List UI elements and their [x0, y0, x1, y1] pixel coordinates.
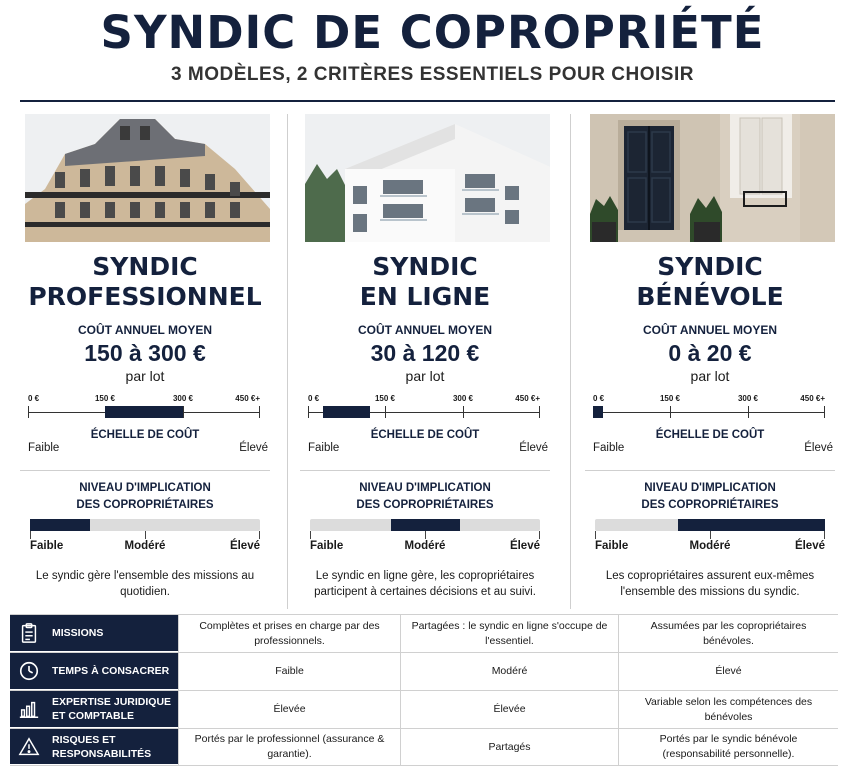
scale-low-label: Faible — [28, 442, 60, 454]
involvement-title — [300, 480, 550, 514]
row-header-temps — [10, 653, 178, 690]
section-divider — [20, 470, 270, 471]
involvement-tick — [145, 531, 146, 539]
row-label-line1: EXPERTISE JURIDIQUE — [52, 696, 172, 708]
cost-scale-title: ÉCHELLE DE COÛT — [90, 429, 200, 441]
row-label — [52, 664, 169, 678]
cost-value: 0 à 20 € — [668, 340, 752, 366]
involvement-label-high: Élevé — [794, 540, 825, 552]
involvement-bar — [310, 519, 540, 531]
table-cell: Faible — [178, 653, 400, 690]
cost-value: 150 à 300 € — [84, 340, 206, 366]
model-card-professionnel — [20, 114, 290, 614]
row-label-line2: RESPONSABILITÉS — [52, 747, 152, 760]
cost-label: COÛT ANNUEL MOYEN — [357, 323, 492, 337]
involvement-label-mid: Modéré — [689, 540, 731, 552]
table-cell: Élevée — [400, 691, 618, 728]
involvement-tick — [539, 531, 540, 539]
model-name-line2: BÉNÉVOLE — [636, 282, 784, 311]
page-subtitle: 3 MODÈLES, 2 CRITÈRES ESSENTIELS POUR CHOISIR — [171, 64, 694, 85]
modern-building-photo — [305, 114, 550, 242]
involvement-tick — [824, 531, 825, 539]
cost-scale — [308, 392, 540, 422]
table-cell: Modéré — [400, 653, 618, 690]
involvement-bar — [30, 519, 260, 531]
cost-scale — [593, 392, 825, 422]
clock-icon — [18, 660, 40, 682]
involvement-label-mid: Modéré — [124, 540, 166, 552]
cost-axis-tick — [385, 406, 386, 418]
involvement-labels — [300, 540, 550, 556]
table-cell: Élevé — [618, 653, 838, 690]
model-name-line2: PROFESSIONNEL — [28, 282, 262, 311]
table-row — [10, 652, 838, 690]
row-header-risques — [10, 729, 178, 765]
table-cell: Partagés — [400, 729, 618, 765]
cost-axis-line — [593, 412, 825, 413]
title-divider — [20, 100, 835, 102]
page-title: SYNDIC DE COPROPRIÉTÉ — [100, 6, 765, 59]
bar-chart-icon — [18, 698, 40, 720]
row-label-line1: RISQUES ET — [52, 733, 116, 746]
table-cell: Complètes et prises en charge par des professionnels. — [178, 615, 400, 652]
cost-axis-tick — [259, 406, 260, 418]
scale-low-label: Faible — [308, 442, 340, 454]
involvement-label-high: Élevé — [509, 540, 540, 552]
involvement-tick — [259, 531, 260, 539]
involvement-bar — [595, 519, 825, 531]
involvement-labels — [585, 540, 835, 556]
warning-icon — [18, 736, 40, 758]
model-name-line1: SYNDIC — [92, 252, 198, 281]
model-description: Le syndic gère l'ensemble des missions au quotidien. — [35, 570, 255, 598]
involvement-title — [20, 480, 270, 514]
cost-label: COÛT ANNUEL MOYEN — [642, 323, 777, 337]
involvement-title — [585, 480, 835, 514]
involvement-title-line1: NIVEAU D'IMPLICATION — [79, 482, 211, 494]
haussmann-building-photo — [25, 114, 270, 242]
cost-scale-title: ÉCHELLE DE COÛT — [655, 429, 765, 441]
involvement-tick — [595, 531, 596, 539]
involvement-labels — [20, 540, 270, 556]
cost-axis-tick — [539, 406, 540, 418]
row-header-expertise — [10, 691, 178, 728]
cost-axis-tick — [824, 406, 825, 418]
cost-tick-label: 300 € — [737, 394, 759, 403]
involvement-title-line2: DES COPROPRIÉTAIRES — [641, 499, 779, 511]
cost-tick-label: 450 €+ — [800, 394, 825, 403]
involvement-tick — [710, 531, 711, 539]
row-label — [52, 626, 103, 640]
table-cell: Portés par le professionnel (assurance & garantie). — [178, 729, 400, 765]
cost-value: 30 à 120 € — [370, 340, 480, 366]
involvement-label-mid: Modéré — [404, 540, 446, 552]
table-cell: Élevée — [178, 691, 400, 728]
involvement-label-low: Faible — [595, 540, 629, 552]
cost-label: COÛT ANNUEL MOYEN — [77, 323, 212, 337]
scale-high-label: Élevé — [804, 442, 833, 454]
table-cell: Partagées : le syndic en ligne s'occupe de l'essentiel. — [400, 615, 618, 652]
model-name — [300, 252, 550, 312]
cost-scale-title: ÉCHELLE DE COÛT — [370, 429, 480, 441]
cost-tick-label: 0 € — [28, 394, 40, 403]
model-description: Les copropriétaires assurent eux-mêmes l'ensemble des missions du syndic. — [605, 570, 815, 598]
table-row — [10, 614, 838, 652]
table-cell: Portés par le syndic bénévole (responsabilité personnelle). — [618, 729, 838, 765]
cost-axis-tick — [28, 406, 29, 418]
comparison-table — [10, 614, 838, 766]
clipboard-icon — [18, 622, 40, 644]
involvement-title-line1: NIVEAU D'IMPLICATION — [359, 482, 491, 494]
model-card-benevole — [585, 114, 855, 614]
cost-tick-label: 0 € — [593, 394, 605, 403]
model-description: Le syndic en ligne gère, les copropriétaires participent à certaines décisions et au suivi. — [314, 570, 536, 598]
model-name-line1: SYNDIC — [657, 252, 763, 281]
table-row — [10, 690, 838, 728]
involvement-fill — [30, 519, 90, 531]
involvement-fill — [678, 519, 825, 531]
cost-axis-tick — [670, 406, 671, 418]
model-name — [20, 252, 270, 312]
cost-tick-label: 150 € — [659, 394, 681, 403]
building-entrance-photo — [590, 114, 835, 242]
row-header-missions — [10, 615, 178, 652]
cost-tick-label: 150 € — [374, 394, 396, 403]
scale-high-label: Élevé — [519, 442, 548, 454]
row-label-line2: ET COMPTABLE — [52, 710, 135, 722]
involvement-label-low: Faible — [310, 540, 344, 552]
cost-axis-tick — [308, 406, 309, 418]
involvement-fill — [391, 519, 460, 531]
involvement-tick — [310, 531, 311, 539]
involvement-tick — [425, 531, 426, 539]
model-name-line1: SYNDIC — [372, 252, 478, 281]
cost-tick-label: 0 € — [308, 394, 320, 403]
cost-unit: par lot — [125, 368, 165, 384]
model-card-en-ligne — [300, 114, 570, 614]
cost-scale — [28, 392, 260, 422]
cost-axis-tick — [463, 406, 464, 418]
cost-range-bar — [105, 406, 182, 418]
cost-tick-label: 300 € — [172, 394, 194, 403]
cost-axis-tick — [748, 406, 749, 418]
cost-tick-label: 150 € — [94, 394, 116, 403]
table-row — [10, 728, 838, 766]
section-divider — [585, 470, 835, 471]
cost-unit: par lot — [690, 368, 730, 384]
scale-low-label: Faible — [593, 442, 625, 454]
cost-tick-label: 450 €+ — [235, 394, 260, 403]
involvement-title-line1: NIVEAU D'IMPLICATION — [644, 482, 776, 494]
cost-range-bar — [593, 406, 603, 418]
table-cell: Variable selon les compétences des bénévoles — [618, 691, 838, 728]
involvement-label-high: Élevé — [229, 540, 260, 552]
row-label-line1: TEMPS À CONSACRER — [52, 665, 170, 677]
row-label-line1: MISSIONS — [52, 627, 104, 639]
involvement-title-line2: DES COPROPRIÉTAIRES — [356, 499, 494, 511]
row-label — [52, 733, 151, 761]
model-name — [585, 252, 835, 312]
cost-tick-label: 450 €+ — [515, 394, 540, 403]
section-divider — [300, 470, 550, 471]
column-separator — [570, 114, 571, 609]
involvement-title-line2: DES COPROPRIÉTAIRES — [76, 499, 214, 511]
cost-unit: par lot — [405, 368, 445, 384]
cost-tick-label: 300 € — [452, 394, 474, 403]
table-cell: Assumées par les copropriétaires bénévoles. — [618, 615, 838, 652]
row-label — [52, 695, 171, 723]
cost-axis-tick — [183, 406, 184, 418]
model-name-line2: EN LIGNE — [359, 282, 491, 311]
involvement-tick — [30, 531, 31, 539]
involvement-label-low: Faible — [30, 540, 64, 552]
scale-high-label: Élevé — [239, 442, 268, 454]
cost-range-bar — [323, 406, 369, 418]
